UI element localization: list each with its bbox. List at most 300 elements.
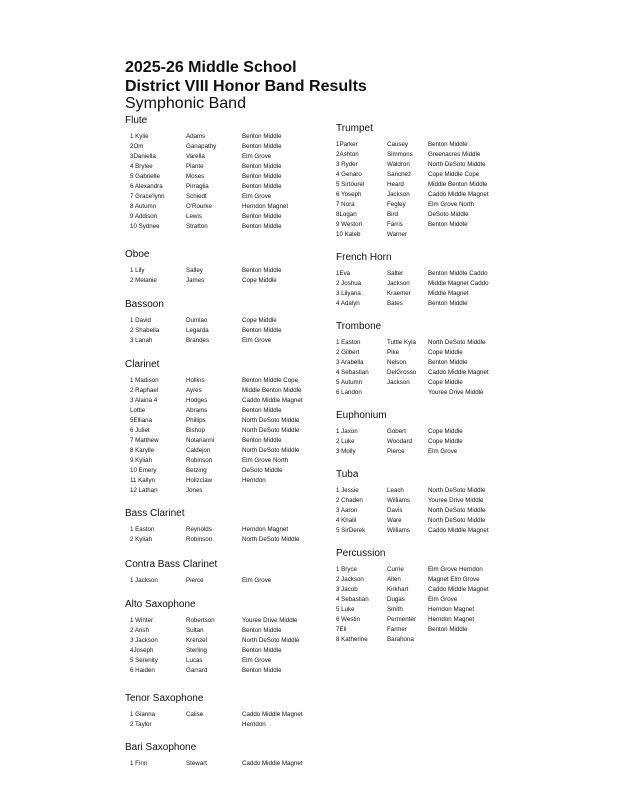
school-name: Herndon Magnet	[242, 203, 289, 210]
student-surname: Jackson	[387, 191, 410, 198]
student-surname: Pierce	[186, 577, 204, 584]
student-name: 2 Taylor	[130, 721, 152, 728]
roster-row	[125, 162, 312, 172]
student-name: 7 Nora	[336, 201, 355, 208]
roster-row	[125, 316, 312, 326]
student-surname: Robinson	[186, 536, 213, 543]
roster-row	[336, 150, 498, 160]
student-surname: Phillips	[186, 417, 206, 424]
student-surname: Caldejon	[186, 447, 211, 454]
school-name: Benton Middle	[242, 407, 282, 414]
student-name: 1 Bryce	[336, 566, 357, 573]
student-surname: Abrams	[186, 407, 208, 414]
section	[336, 410, 506, 457]
roster-table	[125, 525, 312, 545]
roster-row	[336, 437, 498, 447]
student-name: 1 Easton	[130, 526, 155, 533]
student-name: 4 Brylee	[130, 163, 153, 170]
school-name: North DeSoto Middle	[242, 637, 300, 644]
student-surname: Williams	[387, 497, 411, 504]
roster-row	[336, 210, 498, 220]
school-name	[242, 486, 312, 496]
roster-row	[336, 338, 498, 348]
student-surname: Dumlao	[186, 317, 208, 324]
roster-row	[125, 486, 312, 496]
school-name: Benton Middle	[242, 327, 282, 334]
school-name: Magnet Elm Grove	[428, 576, 480, 583]
roster-row	[125, 626, 312, 636]
section	[125, 693, 325, 730]
school-name: Benton Middle	[242, 143, 282, 150]
school-name: North DeSoto Middle	[242, 417, 300, 424]
student-surname: Lewis	[186, 213, 202, 220]
school-name: Elm Grove	[242, 193, 272, 200]
student-name: 8Logan	[336, 211, 357, 218]
roster-table	[125, 132, 312, 232]
student-surname	[186, 720, 242, 730]
student-name: 3 Arabella	[336, 359, 364, 366]
student-surname: Varella	[186, 153, 205, 160]
student-surname: Calise	[186, 711, 204, 718]
roster-row	[125, 396, 312, 406]
student-name: 1 Gianna	[130, 711, 156, 718]
school-name: Elm Grove North	[428, 201, 475, 208]
school-name: Cope Middle	[428, 438, 463, 445]
student-surname: Jones	[186, 487, 203, 494]
roster-row	[125, 132, 312, 142]
school-name: North DeSoto Middle	[428, 487, 486, 494]
student-surname: Warner	[387, 231, 408, 238]
student-surname: Barahona	[387, 636, 414, 643]
school-name: Benton Middle	[242, 213, 282, 220]
roster-row	[125, 386, 312, 396]
school-name: Caddo Middle Magnet	[428, 191, 489, 198]
section	[336, 123, 506, 240]
roster-row	[336, 595, 498, 605]
student-surname: Moses	[186, 173, 205, 180]
roster-table	[336, 427, 498, 457]
school-name: Middle Benton Middle	[428, 181, 488, 188]
school-name: Caddo Middle Magnet	[242, 397, 303, 404]
section	[125, 359, 325, 496]
student-surname: Sterling	[186, 647, 207, 654]
roster-row	[336, 506, 498, 516]
student-surname: Lucas	[186, 657, 203, 664]
right-column	[336, 123, 506, 645]
roster-row	[336, 565, 498, 575]
student-name: 5 Luke	[336, 606, 355, 613]
roster-table	[336, 269, 498, 309]
roster-row	[125, 525, 312, 535]
section-title: Tuba	[336, 469, 359, 480]
roster-row	[336, 575, 498, 585]
section-title: Contra Bass Clarinet	[125, 559, 218, 570]
roster-row	[336, 140, 498, 150]
school-name: Caddo Middle Magnet	[428, 527, 489, 534]
student-surname: Kirkhart	[387, 586, 409, 593]
roster-row	[125, 192, 312, 202]
school-name: Elm Grove Herndon	[428, 566, 483, 573]
school-name: Middle Magnet	[428, 290, 469, 297]
student-surname: James	[186, 277, 205, 284]
student-name: 3 Jacob	[336, 586, 358, 593]
student-name: 9 Addison	[130, 213, 158, 220]
section	[125, 559, 325, 586]
roster-row	[336, 348, 498, 358]
student-surname: Bates	[387, 300, 403, 307]
school-name: Cope Middle	[428, 428, 463, 435]
student-name: 2 Raphael	[130, 387, 159, 394]
school-name: Youree Drive Middle	[428, 389, 484, 396]
school-name: Elm Grove	[428, 448, 458, 455]
section-title: Clarinet	[125, 359, 160, 370]
roster-row	[336, 378, 498, 388]
title-line-1: 2025-26 Middle School	[125, 59, 297, 76]
student-name: 2 Melanie	[130, 277, 157, 284]
school-name: Youree Drive Middle	[242, 617, 298, 624]
roster-row	[125, 276, 312, 286]
section	[125, 508, 325, 545]
roster-row	[336, 190, 498, 200]
school-name: Youree Drive Middle	[428, 497, 484, 504]
school-name: DeSoto Middle	[428, 211, 469, 218]
section-title: Oboe	[125, 249, 150, 260]
school-name: Caddo Middle Magnet	[242, 760, 303, 767]
roster-row	[125, 436, 312, 446]
student-name: 9 Weston	[336, 221, 363, 228]
school-name: Benton Middle	[242, 223, 282, 230]
student-name: 3 Jackson	[130, 637, 158, 644]
section	[336, 469, 506, 536]
student-surname: Davis	[387, 507, 403, 514]
student-name: 3 Aaron	[336, 507, 358, 514]
roster-row	[125, 152, 312, 162]
student-surname: Pirraglia	[186, 183, 209, 190]
student-name: 3 Molly	[336, 448, 356, 455]
roster-row	[125, 202, 312, 212]
section	[125, 299, 325, 346]
roster-row	[336, 289, 498, 299]
school-name: Caddo Middle Magnet	[242, 711, 303, 718]
student-surname: O'Rourke	[186, 203, 212, 210]
school-name: Benton Middle Cope	[242, 377, 299, 384]
roster-row	[125, 466, 312, 476]
student-surname: Stewart	[186, 760, 207, 767]
roster-table	[336, 140, 498, 240]
student-surname: Williams	[387, 527, 411, 534]
student-name: 5 Gabrielle	[130, 173, 160, 180]
school-name: Benton Middle	[242, 183, 282, 190]
school-name: North DeSoto Middle	[242, 447, 300, 454]
school-name	[428, 635, 498, 645]
roster-row	[336, 388, 498, 398]
student-name: 2Om	[130, 143, 144, 150]
section-title: Alto Saxophone	[125, 599, 196, 610]
section	[336, 252, 506, 309]
school-name: Greenacres Middle	[428, 151, 481, 158]
roster-row	[336, 585, 498, 595]
student-surname: Farris	[387, 221, 403, 228]
student-name: 1 Kylie	[130, 133, 149, 140]
student-surname: Woodard	[387, 438, 412, 445]
roster-row	[125, 376, 312, 386]
school-name: Cope Middle	[428, 379, 463, 386]
student-name: 6 Landon	[336, 389, 362, 396]
school-name: Benton Middle	[242, 667, 282, 674]
student-surname: Jackson	[387, 280, 410, 287]
roster-table	[125, 266, 312, 286]
roster-table	[125, 759, 312, 769]
student-surname: Pike	[387, 349, 400, 356]
school-name: Benton Middle	[242, 173, 282, 180]
student-surname: Allen	[387, 576, 401, 583]
section-title: Bassoon	[125, 299, 164, 310]
section-title: Flute	[125, 115, 148, 126]
student-surname: Hollins	[186, 377, 205, 384]
school-name: Benton Middle	[242, 163, 282, 170]
student-surname: Krenzel	[186, 637, 207, 644]
student-name: 5 Serenity	[130, 657, 158, 664]
student-surname: Causey	[387, 141, 408, 148]
student-name: 1 Jaxon	[336, 428, 358, 435]
student-name: 12 Lathan	[130, 487, 158, 494]
roster-row	[125, 326, 312, 336]
student-surname: Robinson	[186, 457, 213, 464]
roster-row	[336, 427, 498, 437]
roster-row	[336, 230, 498, 240]
student-name: Lottie	[130, 407, 146, 414]
section	[125, 115, 325, 232]
roster-row	[336, 220, 498, 230]
roster-row	[125, 446, 312, 456]
roster-row	[125, 576, 312, 586]
roster-table	[125, 376, 312, 496]
roster-row	[125, 666, 312, 676]
student-surname: Hollzclaw	[186, 477, 213, 484]
student-surname: Gobert	[387, 428, 406, 435]
student-surname: Smith	[387, 606, 403, 613]
student-name: 2 Chaden	[336, 497, 363, 504]
student-name: 2 Shabella	[130, 327, 160, 334]
section-title: Percussion	[336, 548, 386, 559]
student-surname: Legarda	[186, 327, 209, 334]
student-name: 3 Lanah	[130, 337, 153, 344]
school-name: Elm Grove	[242, 577, 272, 584]
roster-row	[336, 447, 498, 457]
student-surname: Ware	[387, 517, 402, 524]
roster-table	[125, 710, 312, 730]
school-name: Elm Grove North	[242, 457, 289, 464]
school-name: Benton Middle	[428, 300, 468, 307]
student-surname: Leach	[387, 487, 404, 494]
roster-row	[125, 616, 312, 626]
school-name: Benton Middle	[428, 626, 468, 633]
student-name: 4 Khalil	[336, 517, 357, 524]
school-name	[428, 230, 498, 240]
roster-table	[125, 616, 312, 676]
student-name: 2 Arish	[130, 627, 149, 634]
student-name: 9 Kyliah	[130, 457, 153, 464]
section	[125, 249, 325, 286]
student-surname: Sanchez	[387, 171, 412, 178]
school-name: Benton Middle	[428, 359, 468, 366]
student-surname: Brandes	[186, 337, 210, 344]
section	[125, 599, 325, 676]
student-surname: Waldron	[387, 161, 410, 168]
student-surname: Sultan	[186, 627, 204, 634]
school-name: Herndon	[242, 477, 266, 484]
title-line-2: District VIII Honor Band Results	[125, 78, 367, 95]
student-surname: Salley	[186, 267, 203, 274]
student-surname: Bird	[387, 211, 399, 218]
school-name: Benton Middle	[428, 141, 468, 148]
student-name: 8 Karylle	[130, 447, 155, 454]
student-surname: Garrard	[186, 667, 208, 674]
school-name: Herndon Magnet	[428, 606, 475, 613]
roster-row	[125, 426, 312, 436]
roster-row	[125, 456, 312, 466]
student-surname: Bishop	[186, 427, 205, 434]
student-surname: Fegley	[387, 201, 406, 208]
roster-table	[336, 565, 498, 645]
student-surname	[387, 388, 428, 398]
student-surname: Currie	[387, 566, 404, 573]
student-surname: Tuttle Kyla	[387, 339, 417, 346]
school-name: Cope Middle Cope	[428, 171, 480, 178]
roster-table	[336, 486, 498, 536]
roster-row	[336, 180, 498, 190]
student-name: 2 Kyliah	[130, 536, 153, 543]
section-title: Tenor Saxophone	[125, 693, 204, 704]
roster-row	[336, 625, 498, 635]
student-name: 1 David	[130, 317, 151, 324]
section	[336, 548, 506, 645]
student-surname: Salter	[387, 270, 404, 277]
student-name: 1 Finn	[130, 760, 148, 767]
section-title: French Horn	[336, 252, 392, 263]
school-name: North DeSoto Middle	[242, 427, 300, 434]
student-surname: Adams	[186, 133, 206, 140]
student-name: 1Parker	[336, 141, 358, 148]
student-name: 6 Juliet	[130, 427, 150, 434]
roster-row	[125, 266, 312, 276]
roster-row	[336, 516, 498, 526]
page-title	[125, 58, 367, 96]
student-surname: Ayres	[186, 387, 202, 394]
school-name: Caddo Middle Magnet	[428, 586, 489, 593]
section-title: Euphonium	[336, 410, 387, 421]
student-surname: Pierce	[387, 448, 405, 455]
school-name: Herndon Magnet	[242, 526, 289, 533]
roster-row	[336, 170, 498, 180]
school-name: North DeSoto Middle	[428, 507, 486, 514]
roster-row	[125, 476, 312, 486]
student-name: 8 Autumn	[130, 203, 157, 210]
school-name: Elm Grove	[242, 337, 272, 344]
roster-row	[125, 720, 312, 730]
school-name: Cope Middle	[428, 349, 463, 356]
roster-row	[336, 486, 498, 496]
student-name: 3 Ryder	[336, 161, 358, 168]
student-name: 4Joseph	[130, 647, 154, 654]
student-surname: Ganapathy	[186, 143, 217, 150]
student-surname: Schiedt	[186, 193, 207, 200]
student-surname: Kraemer	[387, 290, 411, 297]
school-name: Middle Benton Middle	[242, 387, 302, 394]
school-name: DeSoto Middle	[242, 467, 283, 474]
school-name: Benton Middle	[242, 133, 282, 140]
school-name: Benton Middle Caddo	[428, 270, 488, 277]
student-surname: Robertson	[186, 617, 215, 624]
student-name: 6 Alexandra	[130, 183, 163, 190]
student-surname: Hodges	[186, 397, 208, 404]
student-name: 8 Katherine	[336, 636, 368, 643]
student-name: 4 Adalyn	[336, 300, 360, 307]
roster-row	[125, 535, 312, 545]
roster-row	[125, 212, 312, 222]
student-name: 2Ashton	[336, 151, 359, 158]
student-name: 7 Grace'lynn	[130, 193, 165, 200]
roster-row	[125, 172, 312, 182]
roster-table	[125, 316, 312, 346]
student-surname: Nelson	[387, 359, 407, 366]
roster-row	[125, 646, 312, 656]
student-name: 2 Gilbert	[336, 349, 360, 356]
student-name: 3 Alaina 4	[130, 397, 158, 404]
student-name: 10 Kaleb	[336, 231, 361, 238]
student-name: 6 Westin	[336, 616, 360, 623]
school-name: Caddo Middle Magnet	[428, 369, 489, 376]
roster-row	[336, 358, 498, 368]
section	[336, 321, 506, 398]
roster-row	[125, 336, 312, 346]
school-name: Herndon	[242, 721, 266, 728]
student-name: 7 Matthew	[130, 437, 159, 444]
roster-row	[336, 299, 498, 309]
school-name: North DeSoto Middle	[428, 517, 486, 524]
school-name: Elm Grove	[242, 153, 272, 160]
student-name: 4 Sebastian	[336, 369, 369, 376]
student-name: 4 Sebastian	[336, 596, 369, 603]
roster-row	[125, 142, 312, 152]
student-name: 5 Sirtourel	[336, 181, 365, 188]
school-name: Benton Middle	[428, 221, 468, 228]
school-name: Elm Grove	[242, 657, 272, 664]
student-surname: Betzing	[186, 467, 207, 474]
school-name: Cope Middle	[242, 317, 277, 324]
student-name: 1Eva	[336, 270, 351, 277]
roster-row	[125, 710, 312, 720]
student-name: 10 Emery	[130, 467, 157, 474]
student-name: 6 Yoseph	[336, 191, 362, 198]
section-title: Bari Saxophone	[125, 742, 197, 753]
roster-row	[336, 279, 498, 289]
roster-row	[336, 526, 498, 536]
roster-row	[336, 635, 498, 645]
student-name: 3Daniella	[130, 153, 156, 160]
roster-row	[125, 406, 312, 416]
student-surname: Reynolds	[186, 526, 212, 533]
roster-row	[336, 368, 498, 378]
roster-row	[125, 759, 312, 769]
student-surname: Heard	[387, 181, 404, 188]
roster-table	[125, 576, 312, 586]
school-name: Benton Middle	[242, 647, 282, 654]
student-name: 11 Kallyn	[130, 477, 155, 484]
roster-row	[125, 636, 312, 646]
student-surname: Plante	[186, 163, 204, 170]
student-name: 5 Autumn	[336, 379, 363, 386]
